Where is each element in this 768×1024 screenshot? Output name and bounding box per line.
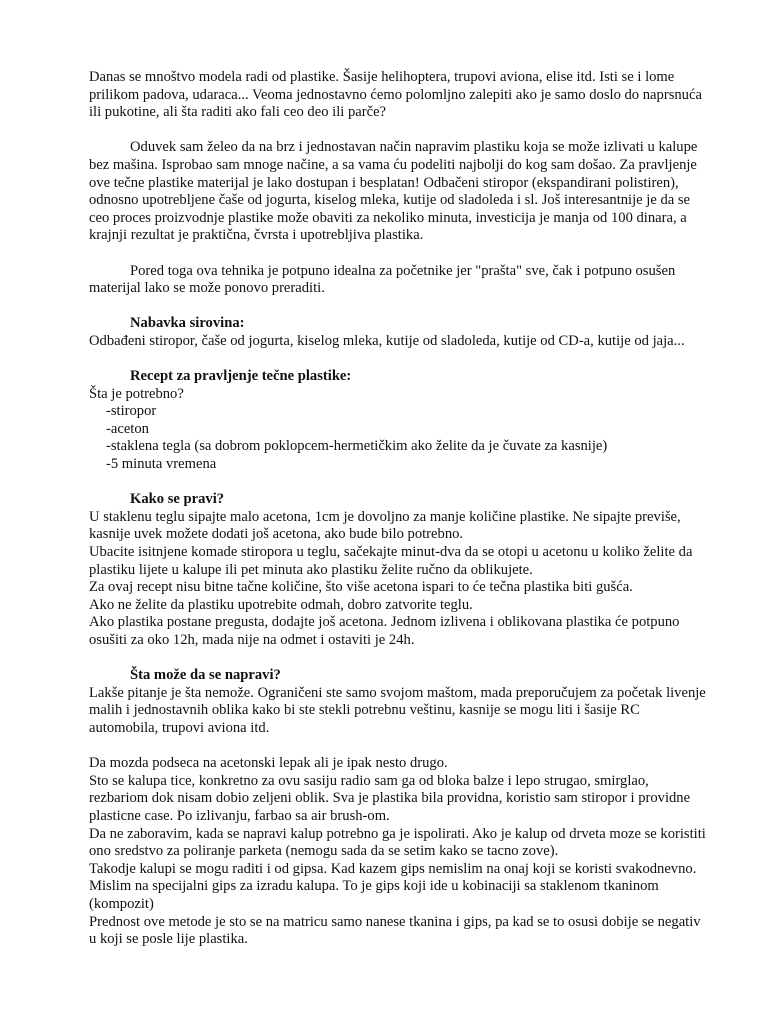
kako-line: Za ovaj recept nisu bitne tačne količine, što više acetona ispari to će tečna plastika biti gušća.: [89, 579, 633, 596]
kako-line: Ubacite isitnjene komade stiropora u teglu, sačekajte minut-dva da se otopi u acetonu u koliko želite da plastiku lijete u kalupe ili pet minuta ako plastiku želite ručno da oblikujete.: [89, 544, 693, 578]
heading-kako: Kako se pravi?: [130, 491, 225, 508]
recept-question: Šta je potrebno?: [89, 385, 184, 402]
list-item: -stiropor: [106, 403, 157, 420]
kako-line: U staklenu teglu sipajte malo acetona, 1cm je dovoljno za manje količine plastike. Ne sipajte previše, kasnije uvek možete dodati još acetona, ako bude bilo potrebno.: [89, 508, 681, 543]
heading-sirovina: Nabavka sirovina:: [130, 315, 245, 332]
tail-line: Prednost ove metode je sto se na matricu samo nanese tkanina i gips, pa kad se to osusi dobije se negativ u koji se posle lije plastika.: [89, 913, 701, 948]
tail-line: Sto se kalupa tice, konkretno za ovu sasiju radio sam ga od bloka balze i lepo strugao, smirglao, rezbariom dok nisam dobio zeljeni oblik. Sva je plastika bila providna, koristio sam stiropor i providne plasticne case. Po izlivanju, farbao sa air brush-om.: [89, 772, 691, 824]
intro-paragraph: Danas se mnoštvo modela radi od plastike. Šasije helihoptera, trupovi aviona, elise itd. Isti se i lome prilikom padova, udaraca... Veoma jednostavno ćemo polomljno zalepiti ako je samo doslo do naprsnuća ili pukotine, ali šta raditi ako fali ceo deo ili parče?: [89, 69, 702, 121]
heading-napravi: Šta može da se napravi?: [130, 667, 281, 684]
kako-line: Ako plastika postane pregusta, dodajte još acetona. Jednom izlivena i oblikovana plastika će potpuno osušiti za oko 12h, mada nije na odmet i ostaviti je 24h.: [89, 614, 680, 648]
napravi-text: Lakše pitanje je šta nemože. Ograničeni ste samo svojom maštom, mada preporučujem za početak livenje malih i jednostavnih oblika kako bi ste stekli potrebnu veštinu, kasnije se mogu liti i šasije RC automobila, trupovi aviona itd.: [89, 684, 706, 736]
list-item: -staklena tegla (sa dobrom poklopcem-hermetičkim ako želite da je čuvate za kasnije): [106, 438, 608, 455]
list-item: -aceton: [106, 420, 149, 437]
heading-recept: Recept za pravljenje tečne plastike:: [130, 368, 352, 385]
sirovina-text: Odbađeni stiropor, čaše od jogurta, kiselog mleka, kutije od sladoleda, kutije od CD-a, kutije od jaja...: [89, 332, 685, 349]
tail-line: Da ne zaboravim, kada se napravi kalup potrebno ga je ispolirati. Ako je kalup od drveta moze se koristiti ono sredstvo za poliranje parketa (nemogu sada da se setim kako se tacno zove).: [89, 825, 706, 860]
paragraph-1: Oduvek sam želeo da na brz i jednostavan način napravim plastiku koja se može izlivati u kalupe bez mašina. Isprobao sam mnoge načine, a sa vama ću podeliti najbolji do kog sam došao. Za pravljenje ove tečne plastike materijal je lako dostupan i besplatan! Odbačeni stiropor (ekspandirani polistiren), odnosno upotrebljene čaše od jogurta, kiselog mleka, kutije od sladoleda i sl. Još interesantnije je da se ceo proces proizvodnje plastike može obaviti za nekoliko minuta, investicija je manja od 100 dinara, a krajnji rezultat je praktična, čvrsta i upotrebljiva plastika.: [89, 139, 698, 244]
paragraph-2: Pored toga ova tehnika je potpuno idealna za početnike jer "prašta" sve, čak i potpuno osušen materijal lako se može ponovo preraditi.: [89, 262, 676, 297]
tail-line: Takodje kalupi se mogu raditi i od gipsa. Kad kazem gips nemislim na onaj koji se koristi svakodnevno. Mislim na specijalni gips za izradu kalupa. To je gips koji ide u kobinaciji sa staklenom tkaninom (kompozit): [89, 860, 697, 912]
document-page: [89, 69, 709, 949]
list-item: -5 minuta vremena: [106, 456, 217, 473]
tail-line: Da mozda podseca na acetonski lepak ali je ipak nesto drugo.: [89, 755, 448, 772]
kako-line: Ako ne želite da plastiku upotrebite odmah, dobro zatvorite teglu.: [89, 596, 473, 613]
